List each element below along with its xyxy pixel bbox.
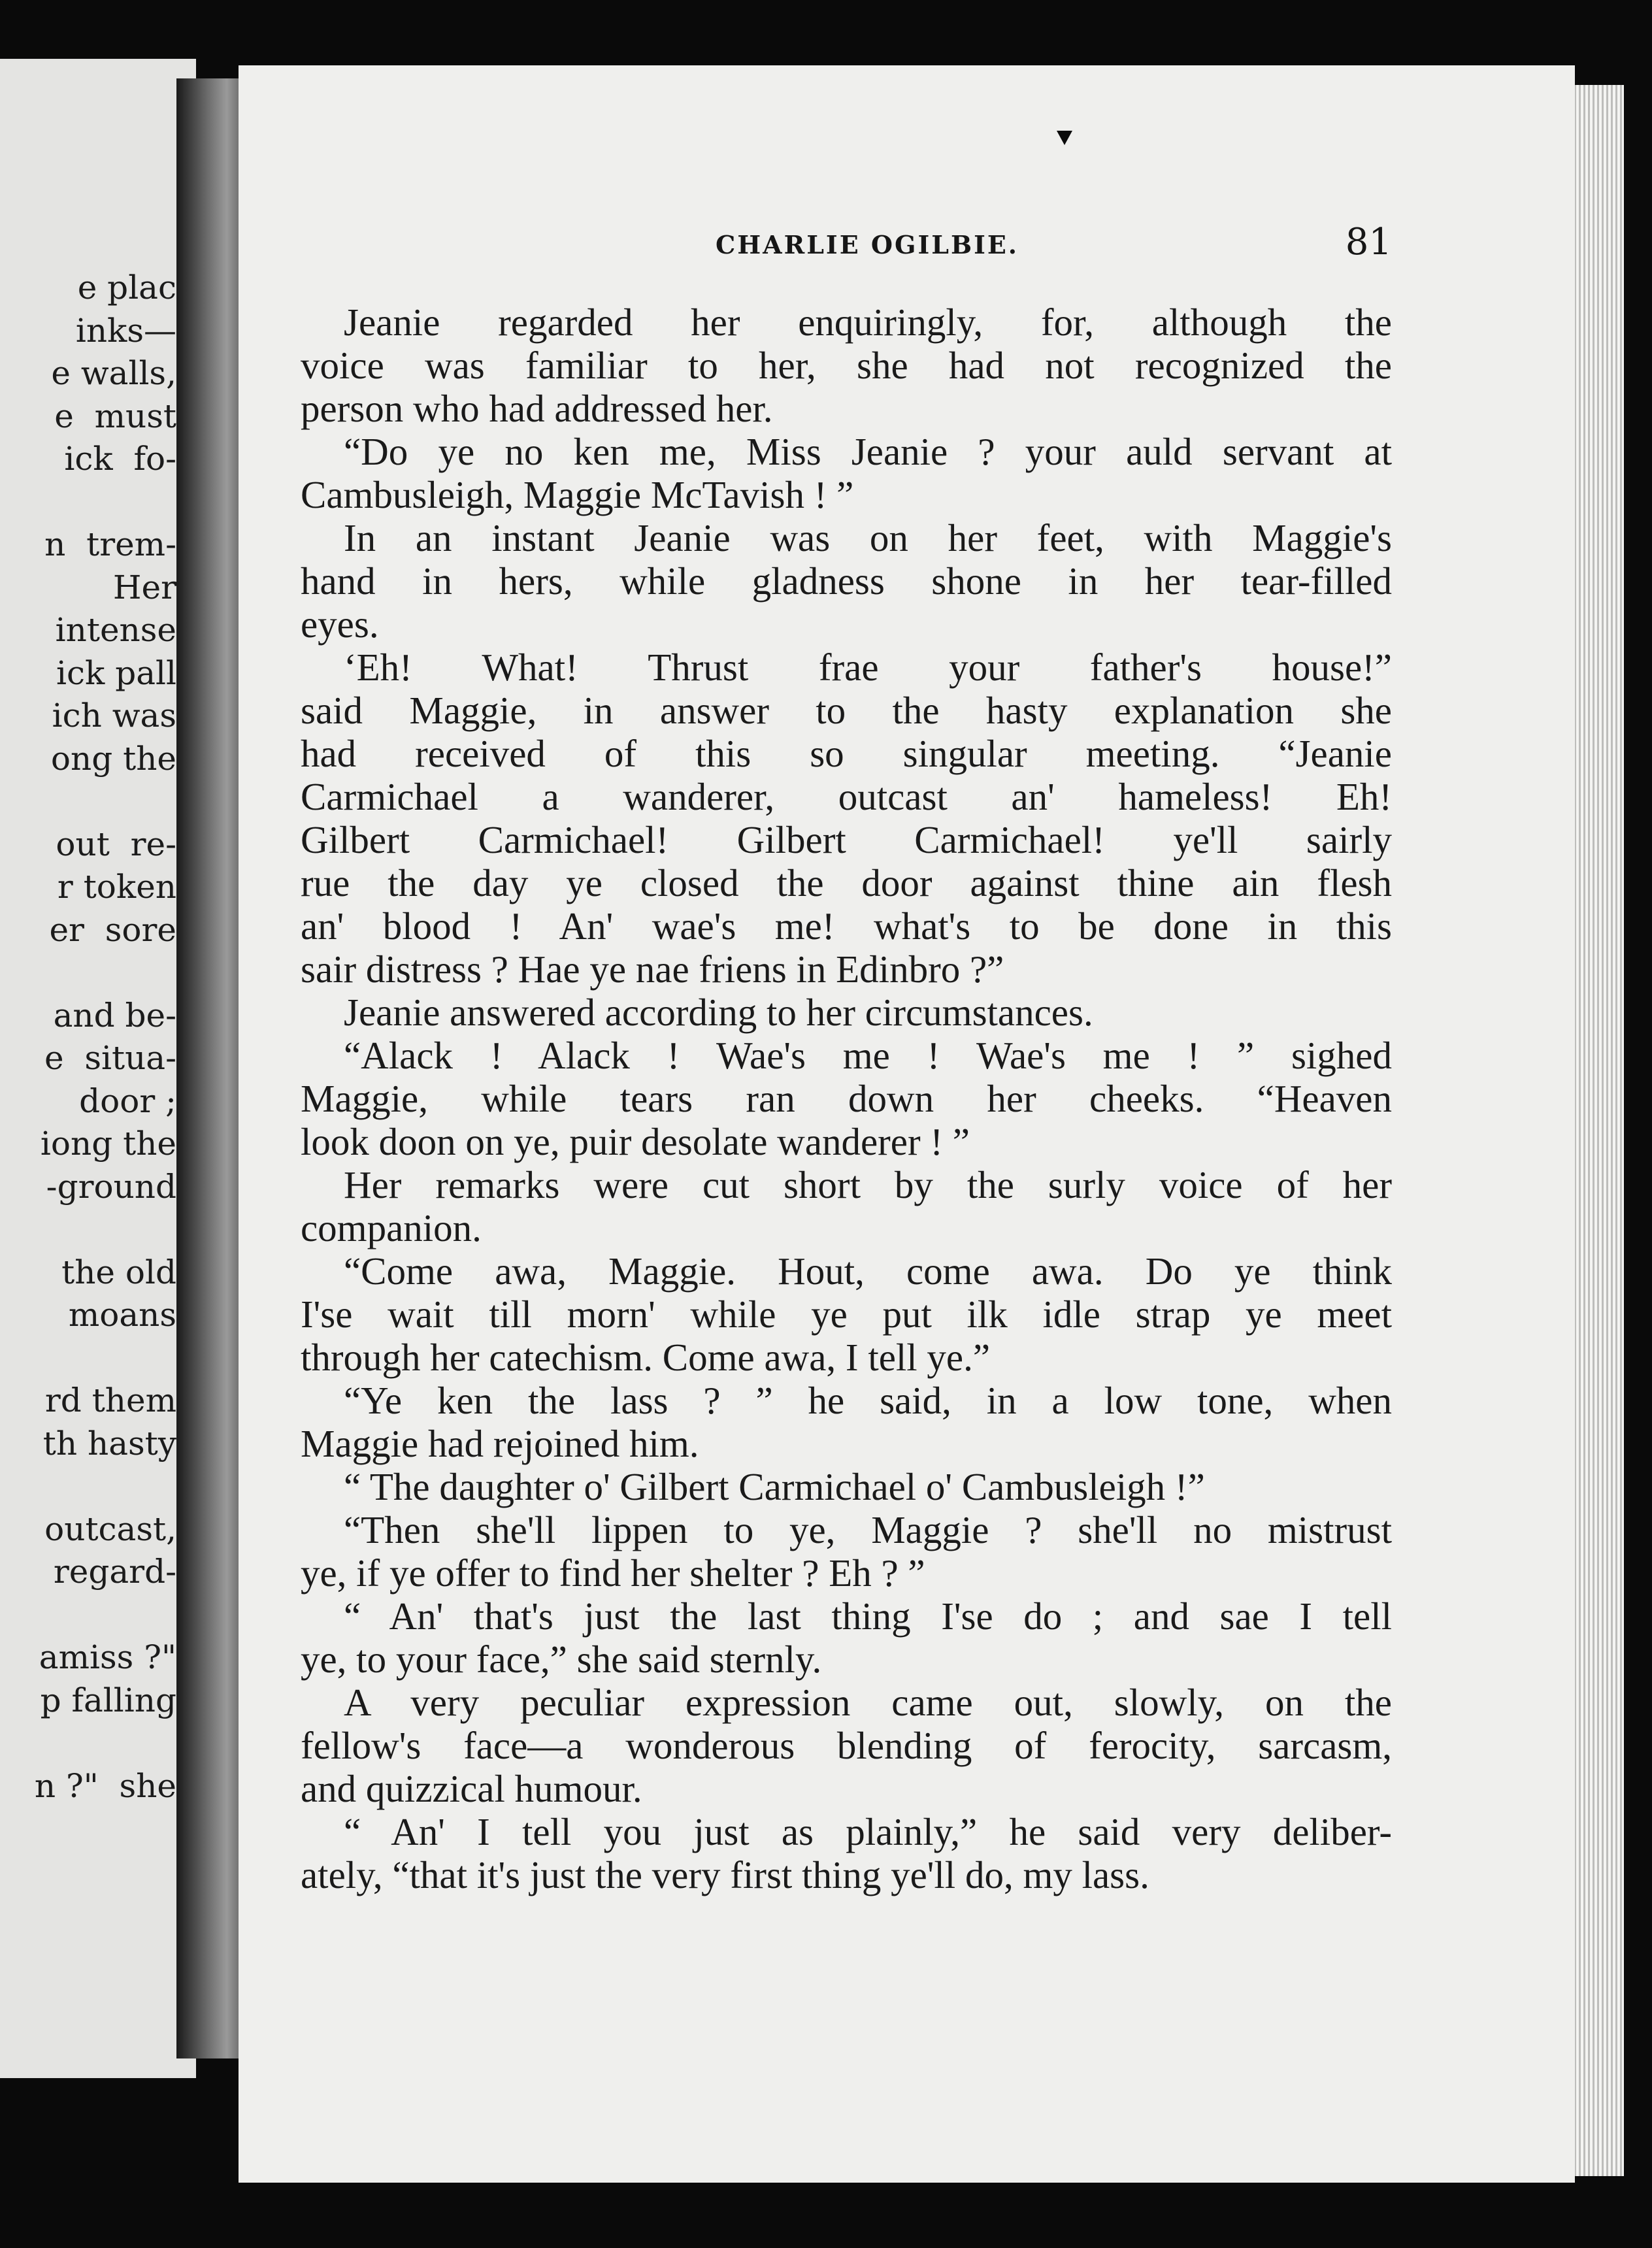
text-line: hand in hers, while gladness shone in her tear-filled (301, 559, 1392, 603)
left-page-line: e plac (77, 269, 176, 306)
text-line: and quizzical humour. (301, 1767, 642, 1810)
text-line: “Come awa, Maggie. Hout, come awa. Do ye think (344, 1249, 1392, 1293)
text-line: Carmichael a wanderer, outcast an' hameless! Eh! (301, 775, 1392, 818)
left-page-line: ick pall (56, 654, 176, 692)
left-page-line: e must (54, 397, 176, 435)
text-line: through her catechism. Come awa, I tell ye.” (301, 1336, 991, 1379)
left-page-line: n trem- (44, 525, 176, 563)
left-page-line: er sore (49, 911, 176, 949)
left-page-line: p falling (40, 1681, 176, 1719)
text-line: eyes. (301, 603, 379, 646)
text-line: “Alack ! Alack ! Wae's me ! Wae's me ! ” sighed (344, 1034, 1392, 1077)
text-line: Cambusleigh, Maggie McTavish ! ” (301, 473, 854, 516)
text-line: ye, if ye offer to find her shelter ? Eh ? ” (301, 1551, 925, 1595)
left-page-line: and be- (53, 997, 176, 1034)
gutter-shadow (176, 78, 248, 2058)
left-page-line: the old (61, 1253, 176, 1291)
text-line: an' blood ! An' wae's me! what's to be done in this (301, 904, 1392, 948)
left-page-line: iong the (40, 1125, 176, 1163)
left-page-line: intense (55, 611, 176, 649)
text-line: Her remarks were cut short by the surly voice of her (344, 1163, 1392, 1206)
left-page-line: amiss ?" (39, 1638, 176, 1676)
left-page-line: r token (57, 868, 176, 906)
text-line: fellow's face—a wonderous blending of ferocity, sarcasm, (301, 1724, 1392, 1767)
page-notch (1057, 131, 1072, 145)
left-page-line: outcast, (44, 1510, 176, 1548)
text-line: Maggie, while tears ran down her cheeks. “Heaven (301, 1077, 1392, 1120)
text-line: sair distress ? Hae ye nae friens in Edinbro ?” (301, 948, 1004, 991)
text-line: ye, to your face,” she said sternly. (301, 1638, 822, 1681)
page-number: 81 (1345, 221, 1392, 263)
body-text (301, 301, 1392, 1947)
text-line: person who had addressed her. (301, 387, 773, 430)
left-page (0, 59, 196, 2078)
left-page-line: e situa- (44, 1039, 176, 1077)
text-line: Jeanie answered according to her circumstances. (344, 991, 1093, 1034)
text-line: said Maggie, in answer to the hasty explanation she (301, 689, 1392, 732)
text-line: had received of this so singular meeting. “Jeanie (301, 732, 1392, 775)
left-page-line: inks— (75, 312, 176, 350)
left-page-line: ich was (52, 697, 176, 735)
text-line: In an instant Jeanie was on her feet, with Maggie's (344, 516, 1392, 559)
text-line: “ An' I tell you just as plainly,” he said very deliber- (344, 1810, 1392, 1853)
left-page-line: out re- (56, 825, 176, 863)
running-head: CHARLIE OGILBIE. (716, 230, 1019, 259)
text-line: Gilbert Carmichael! Gilbert Carmichael! ye'll sairly (301, 818, 1392, 861)
text-line: “Ye ken the lass ? ” he said, in a low tone, when (344, 1379, 1392, 1422)
left-page-line: ick fo- (64, 440, 176, 478)
left-page-line: rd them (44, 1381, 176, 1419)
text-line: “ An' that's just the last thing I'se do ; and sae I tell (344, 1595, 1392, 1638)
text-line: companion. (301, 1206, 482, 1249)
left-page-line: ong the (50, 740, 176, 778)
text-line: “Do ye no ken me, Miss Jeanie ? your auld servant at (344, 430, 1392, 473)
left-page-line: -ground (46, 1168, 176, 1206)
text-line: “ The daughter o' Gilbert Carmichael o' Cambusleigh !” (344, 1465, 1205, 1508)
left-page-line: Her (112, 569, 176, 606)
text-line: look doon on ye, puir desolate wanderer ! ” (301, 1120, 970, 1163)
left-page-line: moans (68, 1296, 176, 1334)
text-line: Maggie had rejoined him. (301, 1422, 699, 1465)
left-page-line: th hasty (42, 1425, 176, 1463)
text-line: I'se wait till morn' while ye put ilk idle strap ye meet (301, 1293, 1392, 1336)
left-page-line: e walls, (51, 354, 176, 392)
left-page-line: n ?" she (34, 1767, 176, 1805)
text-line: “Then she'll lippen to ye, Maggie ? she'll no mistrust (344, 1508, 1392, 1551)
left-page-line: door ; (79, 1082, 176, 1120)
left-page-line: regard- (53, 1553, 176, 1591)
text-line: rue the day ye closed the door against thine ain flesh (301, 861, 1392, 904)
text-line: A very peculiar expression came out, slowly, on the (344, 1681, 1392, 1724)
text-line: voice was familiar to her, she had not recognized the (301, 344, 1392, 387)
text-line: ‘Eh! What! Thrust frae your father's house!” (344, 646, 1392, 689)
left-page-text (0, 59, 176, 2078)
text-line: Jeanie regarded her enquiringly, for, although the (344, 301, 1392, 344)
text-line: ately, “that it's just the very first thing ye'll do, my lass. (301, 1853, 1149, 1896)
